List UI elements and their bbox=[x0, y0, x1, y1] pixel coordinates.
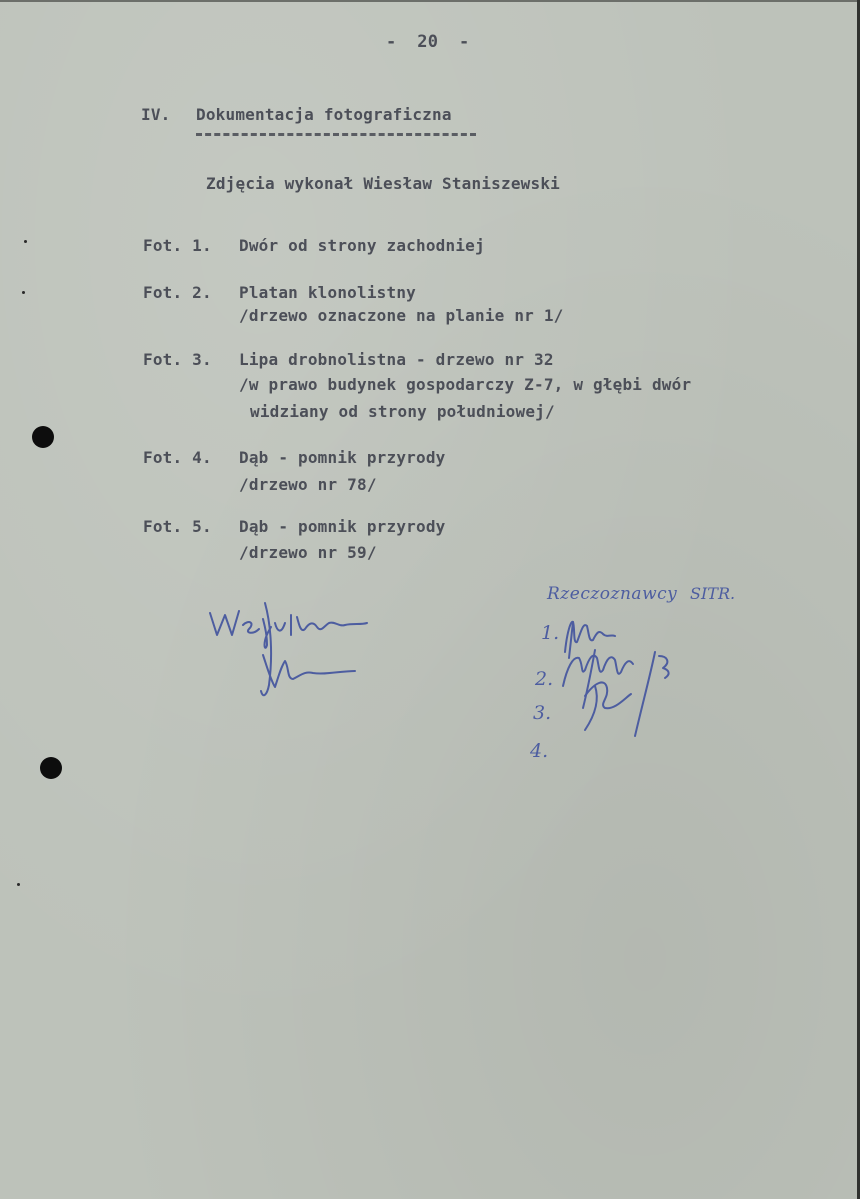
punch-hole-lower bbox=[40, 757, 62, 779]
photo-caption-3-line-1: Lipa drobnolistna - drzewo nr 32 bbox=[239, 350, 554, 369]
page-number: - 20 - bbox=[386, 32, 470, 52]
committee-label: Rzeczoznawcy bbox=[547, 584, 678, 604]
photo-label-1: Fot. 1. bbox=[143, 236, 212, 255]
punch-hole-upper bbox=[32, 426, 54, 448]
section-number: IV. bbox=[141, 105, 171, 124]
committee-signatures bbox=[555, 612, 685, 742]
speck bbox=[24, 240, 27, 243]
photo-caption-3-line-3: widziany od strony południowej/ bbox=[250, 402, 555, 421]
signer-number-3: 3. bbox=[533, 702, 552, 724]
photo-label-5: Fot. 5. bbox=[143, 517, 212, 536]
photo-caption-4-line-2: /drzewo nr 78/ bbox=[239, 475, 377, 494]
signer-number-1: 1. bbox=[541, 622, 560, 644]
photo-label-2: Fot. 2. bbox=[143, 283, 212, 302]
photo-caption-4-line-1: Dąb - pomnik przyrody bbox=[239, 448, 446, 467]
photo-label-3: Fot. 3. bbox=[143, 350, 212, 369]
photo-caption-5-line-2: /drzewo nr 59/ bbox=[239, 543, 377, 562]
verifier-signature bbox=[205, 595, 375, 705]
photo-caption-5-line-1: Dąb - pomnik przyrody bbox=[239, 517, 446, 536]
signer-number-4: 4. bbox=[530, 740, 549, 762]
photo-caption-2-line-1: Platan klonolistny bbox=[239, 283, 416, 302]
photo-caption-2-line-2: /drzewo oznaczone na planie nr 1/ bbox=[239, 306, 564, 325]
speck bbox=[17, 883, 20, 886]
photo-caption-1: Dwór od strony zachodniej bbox=[239, 236, 485, 255]
photo-caption-3-line-2: /w prawo budynek gospodarczy Z-7, w głębi dwór bbox=[239, 375, 692, 394]
speck bbox=[22, 291, 25, 294]
photo-label-4: Fot. 4. bbox=[143, 448, 212, 467]
committee-organization: SITR. bbox=[690, 584, 736, 603]
photographer-line: Zdjęcia wykonał Wiesław Staniszewski bbox=[206, 174, 560, 193]
section-title-underline bbox=[196, 131, 476, 136]
section-title: Dokumentacja fotograficzna bbox=[196, 105, 452, 124]
page-top-edge bbox=[0, 0, 860, 2]
signer-number-2: 2. bbox=[535, 668, 554, 690]
